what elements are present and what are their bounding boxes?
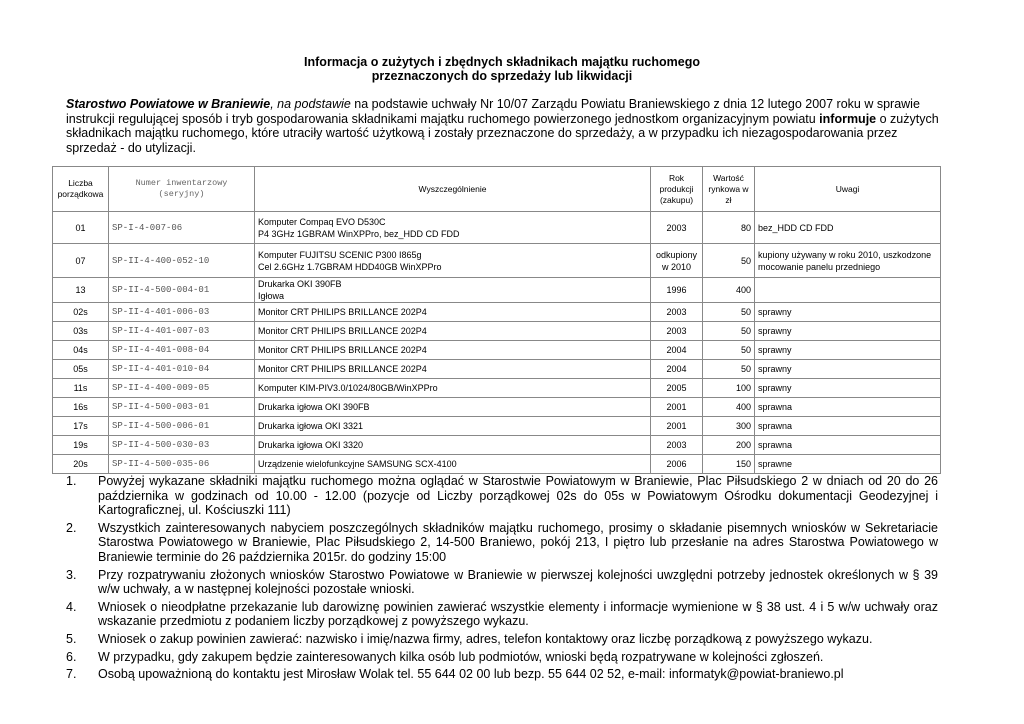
table-row xyxy=(53,322,941,341)
year-line-1: 1996 xyxy=(666,285,687,295)
cell-notes: sprawny xyxy=(755,360,941,379)
cell-notes: sprawna xyxy=(755,417,941,436)
year-line-1: 2004 xyxy=(666,345,687,355)
intro-basis: , na podstawie xyxy=(270,97,351,111)
cell-lp: 07 xyxy=(53,244,109,278)
intro-text-2: o zużytych składnikach majątku ruchomego, które utraciły wartość użytkową i zostały przeznaczone do sprzedaży, a w przypadku ich niezagospodarowania przez sprzedaż - do utylizacji. xyxy=(66,111,939,155)
description-line-1: Monitor CRT PHILIPS BRILLANCE 202P4 xyxy=(258,345,427,355)
cell-lp: 17s xyxy=(53,417,109,436)
list-item xyxy=(66,568,938,597)
cell-year xyxy=(651,244,703,278)
year-line-1: 2003 xyxy=(666,440,687,450)
cell-description xyxy=(255,341,651,360)
intro-org: Starostwo Powiatowe w Braniewie xyxy=(66,97,271,111)
cell-year xyxy=(651,212,703,244)
cell-lp: 02s xyxy=(53,303,109,322)
title-line-1: Informacja o zużytych i zbędnych składnikach majątku ruchomego xyxy=(304,55,700,69)
year-line-1: 2006 xyxy=(666,459,687,469)
year-line-1: 2001 xyxy=(666,421,687,431)
cell-notes: kupiony używany w roku 2010, uszkodzone mocowanie panelu przedniego xyxy=(755,244,941,278)
cell-value: 50 xyxy=(703,303,755,322)
cell-year xyxy=(651,341,703,360)
header-notes: Uwagi xyxy=(755,167,941,212)
cell-year xyxy=(651,379,703,398)
year-line-1: 2003 xyxy=(666,307,687,317)
description-line-1: Drukarka igłowa OKI 3320 xyxy=(258,440,364,450)
description-line-2: P4 3GHz 1GBRAM WinXPPro, bez_HDD CD FDD xyxy=(258,228,460,239)
list-item-text: W przypadku, gdy zakupem będzie zainteresowanych kilka osób lub podmiotów, wnioski będą rozpatrywane w kolejności zgłoszeń. xyxy=(98,649,824,664)
list-item-number: 1. xyxy=(66,474,77,488)
cell-description xyxy=(255,398,651,417)
list-item-text: Wniosek o nieodpłatne przekazanie lub darowiznę powinien zawierać wszystkie elementy i informacje wymienione w § 38 ust. 4 i 5 w/w uchwały oraz wskazanie przedmiotu z podaniem liczby porządkowej z powyższego wykazu. xyxy=(98,599,938,629)
cell-year xyxy=(651,360,703,379)
cell-inventory-number: SP-II-4-500-030-03 xyxy=(109,436,255,455)
cell-lp: 05s xyxy=(53,360,109,379)
cell-lp: 01 xyxy=(53,212,109,244)
table-row xyxy=(53,436,941,455)
intro-informs: informuje xyxy=(819,111,877,126)
cell-notes: sprawny xyxy=(755,341,941,360)
year-line-1: 2003 xyxy=(666,222,687,233)
cell-value: 100 xyxy=(703,379,755,398)
list-item-number: 4. xyxy=(66,599,77,614)
description-line-1: Drukarka OKI 390FB xyxy=(258,279,342,289)
cell-notes: sprawna xyxy=(755,436,941,455)
cell-value: 50 xyxy=(703,360,755,379)
cell-value: 150 xyxy=(703,455,755,474)
cell-notes: sprawny xyxy=(755,379,941,398)
cell-value: 200 xyxy=(703,436,755,455)
cell-inventory-number: SP-II-4-500-006-01 xyxy=(109,417,255,436)
title-line-2: przeznaczonych do sprzedaży lub likwidacji xyxy=(371,69,633,83)
cell-description xyxy=(255,244,651,278)
list-item-number: 7. xyxy=(66,667,77,682)
list-item-number: 2. xyxy=(66,520,77,535)
table-row xyxy=(53,379,941,398)
cell-value: 50 xyxy=(703,341,755,360)
cell-year xyxy=(651,303,703,322)
cell-lp: 16s xyxy=(53,398,109,417)
numbered-notes-list xyxy=(66,474,938,685)
table-header-row xyxy=(53,167,941,212)
list-item-text: Wszystkich zainteresowanych nabyciem poszczególnych składników majątku ruchomego, prosimy o składanie pisemnych wniosków w Sekretariacie Starostwa Powiatowego w Braniewie, Plac Piłsudskiego 2, 14-500 Braniewo, pokój 213, I piętro lub przesłanie na adres Starostwa Powiatowego w Braniewie terminie do 26 października 2015r. do godziny 15:00 xyxy=(98,520,938,564)
intro-text-1: na podstawie uchwały Nr 10/07 Zarządu Powiatu Braniewskiego z dnia 12 lutego 2007 roku w sprawie instrukcji regulującej sposób i tryb gospodarowania składnikami majątku ruchomego powierzonego jednostkom organizacyjnym powiatu xyxy=(66,97,920,126)
cell-description xyxy=(255,212,651,244)
description-line-1: Komputer KIM-PIV3.0/1024/80GB/WinXPPro xyxy=(258,383,438,393)
description-line-1: Drukarka igłowa OKI 3321 xyxy=(258,421,364,431)
cell-notes: sprawna xyxy=(755,398,941,417)
list-item-number: 6. xyxy=(66,649,77,664)
cell-description xyxy=(255,436,651,455)
cell-description xyxy=(255,379,651,398)
table-body xyxy=(53,212,941,474)
cell-lp: 04s xyxy=(53,341,109,360)
table-row xyxy=(53,303,941,322)
cell-year xyxy=(651,455,703,474)
header-lp: Liczba porządkowa xyxy=(53,167,109,212)
list-item xyxy=(66,521,938,565)
list-item xyxy=(66,632,938,647)
cell-inventory-number: SP-II-4-400-009-05 xyxy=(109,379,255,398)
cell-notes xyxy=(755,278,941,303)
description-line-1: Monitor CRT PHILIPS BRILLANCE 202P4 xyxy=(258,307,427,317)
cell-value: 400 xyxy=(703,398,755,417)
cell-inventory-number: SP-II-4-401-010-04 xyxy=(109,360,255,379)
cell-year xyxy=(651,436,703,455)
table-row xyxy=(53,417,941,436)
cell-year xyxy=(651,278,703,303)
cell-notes: sprawne xyxy=(755,455,941,474)
cell-lp: 13 xyxy=(53,278,109,303)
table-row xyxy=(53,341,941,360)
list-item-number: 3. xyxy=(66,567,77,582)
list-item-text: Powyżej wykazane składniki majątku ruchomego można oglądać w Starostwie Powiatowym w Braniewie, Plac Piłsudskiego 2 w dniach od 20 do 26 października w godzinach od 10.00 - 12.00 (pozycje od Liczby porządkowej 02s do 05s w Powiatowym Ośrodku dokumentacji Geodezyjnej i Kartograficznej, ul. Kościuszki 111) xyxy=(98,474,938,518)
description-line-1: Monitor CRT PHILIPS BRILLANCE 202P4 xyxy=(258,364,427,374)
cell-year xyxy=(651,322,703,341)
cell-inventory-number: SP-II-4-401-008-04 xyxy=(109,341,255,360)
cell-value: 50 xyxy=(703,322,755,341)
cell-inventory-number: SP-II-4-401-006-03 xyxy=(109,303,255,322)
list-item-text: Przy rozpatrywaniu złożonych wniosków Starostwo Powiatowe w Braniewie w pierwszej kolejności uwzględni potrzeby jednostek określonych w § 39 w/w uchwały, a w następnej kolejności pozostałe wnioski. xyxy=(98,567,938,597)
cell-description xyxy=(255,360,651,379)
cell-inventory-number: SP-II-4-400-052-10 xyxy=(109,244,255,278)
table-row xyxy=(53,455,941,474)
table-row xyxy=(53,278,941,303)
year-line-1: 2005 xyxy=(666,383,687,393)
year-line-1: 2003 xyxy=(666,326,687,336)
cell-lp: 19s xyxy=(53,436,109,455)
cell-value: 300 xyxy=(703,417,755,436)
description-line-1: Komputer FUJITSU SCENIC P300 I865g xyxy=(258,249,422,260)
cell-lp: 03s xyxy=(53,322,109,341)
list-item xyxy=(66,600,938,629)
list-item-text: Wniosek o zakup powinien zawierać: nazwisko i imię/nazwa firmy, adres, telefon kontaktowy oraz liczbę porządkową z powyższego wykazu. xyxy=(98,631,873,646)
cell-inventory-number: SP-I-4-007-06 xyxy=(109,212,255,244)
cell-description xyxy=(255,417,651,436)
cell-inventory-number: SP-II-4-500-035-06 xyxy=(109,455,255,474)
cell-notes: bez_HDD CD FDD xyxy=(755,212,941,244)
cell-notes: sprawny xyxy=(755,303,941,322)
list-item xyxy=(66,474,938,518)
description-line-1: Monitor CRT PHILIPS BRILLANCE 202P4 xyxy=(258,326,427,336)
cell-description xyxy=(255,322,651,341)
table-row xyxy=(53,212,941,244)
description-line-1: Urządzenie wielofunkcyjne SAMSUNG SCX-4100 xyxy=(258,459,457,469)
year-line-2: w 2010 xyxy=(661,261,692,272)
list-item xyxy=(66,667,938,682)
table-row xyxy=(53,360,941,379)
cell-description xyxy=(255,303,651,322)
cell-description xyxy=(255,278,651,303)
cell-year xyxy=(651,417,703,436)
cell-year xyxy=(651,398,703,417)
cell-value: 50 xyxy=(703,244,755,278)
description-line-1: Komputer Compaq EVO D530C xyxy=(258,216,386,227)
header-inventory-number: Numer inwentarzowy (seryjny) xyxy=(109,167,255,212)
list-item xyxy=(66,650,938,665)
header-description: Wyszczególnienie xyxy=(255,167,651,212)
cell-description xyxy=(255,455,651,474)
cell-value: 400 xyxy=(703,278,755,303)
year-line-1: 2004 xyxy=(666,364,687,374)
year-line-1: odkupiony xyxy=(655,249,698,260)
header-year: Rok produkcji (zakupu) xyxy=(651,167,703,212)
cell-notes: sprawny xyxy=(755,322,941,341)
cell-lp: 20s xyxy=(53,455,109,474)
year-line-1: 2001 xyxy=(666,402,687,412)
cell-inventory-number: SP-II-4-500-003-01 xyxy=(109,398,255,417)
document-title xyxy=(66,55,938,83)
intro-paragraph xyxy=(66,97,940,155)
description-line-1: Drukarka igłowa OKI 390FB xyxy=(258,402,370,412)
description-line-2: Igłowa xyxy=(258,291,285,301)
table-row xyxy=(53,244,941,278)
table-row xyxy=(53,398,941,417)
list-item-number: 5. xyxy=(66,631,77,646)
cell-value: 80 xyxy=(703,212,755,244)
inventory-table xyxy=(52,166,941,474)
cell-inventory-number: SP-II-4-401-007-03 xyxy=(109,322,255,341)
cell-lp: 11s xyxy=(53,379,109,398)
list-item-text: Osobą upoważnioną do kontaktu jest Mirosław Wolak tel. 55 644 02 00 lub bezp. 55 644 02 52, e-mail: informatyk@powiat-braniewo.pl xyxy=(98,667,844,682)
cell-inventory-number: SP-II-4-500-004-01 xyxy=(109,278,255,303)
header-value: Wartość rynkowa w zł xyxy=(703,167,755,212)
description-line-2: Cel 2.6GHz 1.7GBRAM HDD40GB WinXPPro xyxy=(258,261,442,272)
